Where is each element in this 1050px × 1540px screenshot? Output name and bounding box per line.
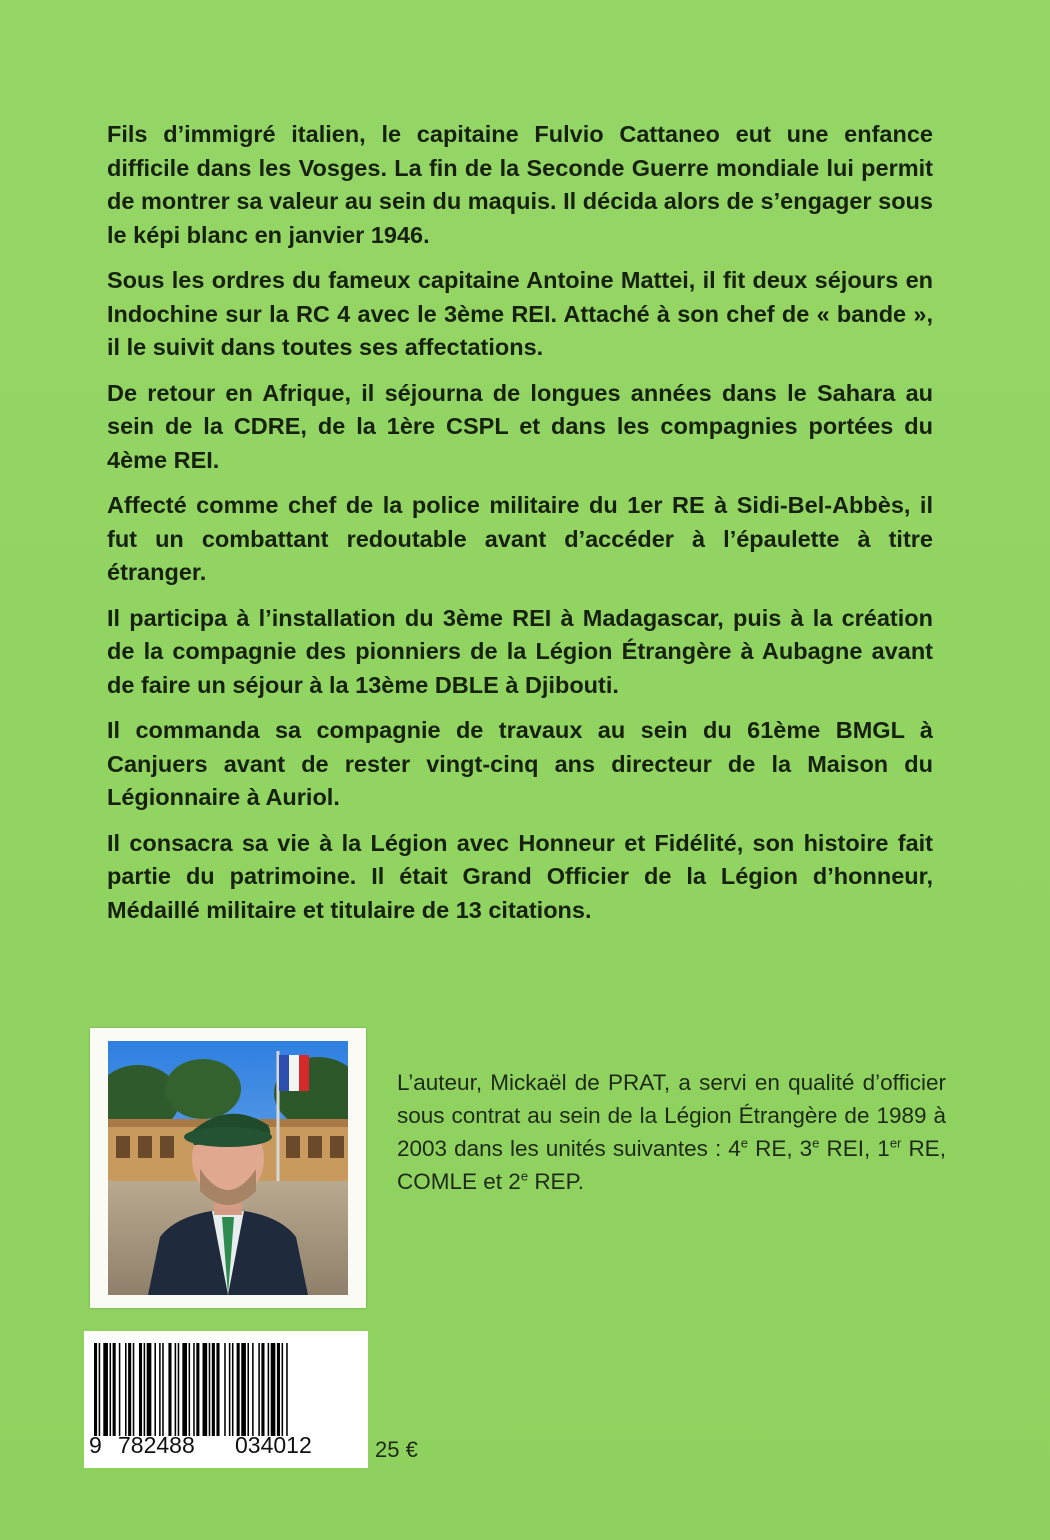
author-bio [397,1066,946,1198]
synopsis-paragraph-4: Affecté comme chef de la police militaire du 1er RE à Sidi-Bel-Abbès, il fut un combattant redoutable avant d’accéder à l’épaulette à titre étranger. [107,492,933,585]
barcode-bar [261,1343,264,1436]
author-bio-intro: L’auteur, Mickaël de PRAT, a servi en qualité d’officier sous contrat au sein de la Légion Étrangère de 1989 à 2003 dans les unités suivantes : [397,1070,946,1161]
barcode-bar [110,1343,112,1436]
barcode-bars [94,1343,352,1436]
barcode-bar [286,1343,288,1436]
barcode-bar [125,1343,127,1436]
barcode-bar [113,1343,116,1436]
barcode-bar [241,1343,246,1436]
unit-2e-rep: 2e REP. [508,1168,584,1194]
barcode-bar [175,1343,177,1436]
isbn-barcode [84,1331,368,1468]
barcode-bar [103,1343,108,1436]
barcode-bar [268,1343,270,1436]
barcode-bar [154,1343,156,1436]
barcode-bar [189,1343,191,1436]
unit-comle: COMLE et [397,1169,509,1194]
author-photo [108,1041,348,1295]
barcode-bar [232,1343,234,1436]
barcode-bar [216,1343,219,1436]
synopsis-paragraph-7: Il consacra sa vie à la Légion avec Honneur et Fidélité, son histoire fait partie du patrimoine. Il était Grand Officier de la Légion d’honneur, Médaillé militaire et titulaire de 13 citations. [107,829,933,923]
price-label: 25 € [375,1437,418,1462]
synopsis-paragraph-2: Sous les ordres du fameux capitaine Antoine Mattei, il fit deux séjours en Indochine sur la RC 4 avec le 3ème REI. Attaché à son chef de « bande », il le suivit dans toutes ses affectations. [107,267,933,360]
barcode-bar [159,1343,161,1436]
synopsis-paragraph-3: De retour en Afrique, il séjourna de longues années dans le Sahara au sein de la CDRE, de la 1ère CSPL et dans les compagnies portées du 4ème REI. [107,379,933,473]
barcode-bar [224,1343,226,1436]
barcode-bar [133,1343,135,1436]
barcode-bar [203,1343,208,1436]
unit-4e-re: 4e RE, [728,1135,800,1161]
barcode-bar [128,1343,131,1436]
synopsis-paragraph-5: Il participa à l’installation du 3ème REI à Madagascar, puis à la création de la compagnie des pionniers de la Légion Étrangère à Aubagne avant de faire un séjour à la 13ème DBLE à Djibouti. [107,604,933,698]
barcode-bar [168,1343,171,1436]
barcode-bar [119,1343,121,1436]
barcode-bar [94,1343,97,1436]
barcode-bar [139,1343,142,1436]
unit-3e-rei: 3e REI, [799,1135,878,1161]
barcode-bar [252,1343,254,1436]
barcode-bar [277,1343,280,1436]
barcode-bar [162,1343,164,1436]
isbn-first-digit: 9 [89,1432,102,1458]
synopsis-paragraph-1: Fils d’immigré italien, le capitaine Fulvio Cattaneo eut une enfance difficile dans les Vosges. La fin de la Seconde Guerre mondiale lui permit de montrer sa valeur au sein du maquis. Il décida alors de s’engager sous le képi blanc en janvier 1946. [107,121,933,248]
unit-1er-re: 1er RE, [877,1135,946,1161]
barcode-bar [193,1343,195,1436]
synopsis-paragraph-6: Il commanda sa compagnie de travaux au sein du 61ème BMGL à Canjuers avant de rester vingt-cinq ans directeur de la Maison du Légionnaire à Auriol. [107,717,933,810]
barcode-bar [182,1343,187,1436]
barcode-bar [99,1343,101,1436]
barcode-bar [144,1343,146,1436]
barcode-bar [258,1343,260,1436]
isbn-digits [84,1432,368,1458]
barcode-bar [282,1343,284,1436]
author-photo-frame [90,1028,366,1308]
isbn-group-1: 782488 [118,1432,195,1458]
barcode-bar [178,1343,180,1436]
isbn-group-2: 034012 [235,1432,312,1458]
barcode-bar [196,1343,199,1436]
barcode-bar [229,1343,231,1436]
barcode-bar [247,1343,249,1436]
barcode-bar [271,1343,276,1436]
barcode-bar [237,1343,240,1436]
synopsis-text [107,118,933,939]
barcode-bar [209,1343,211,1436]
barcode-bar [212,1343,215,1436]
barcode-bar [147,1343,152,1436]
